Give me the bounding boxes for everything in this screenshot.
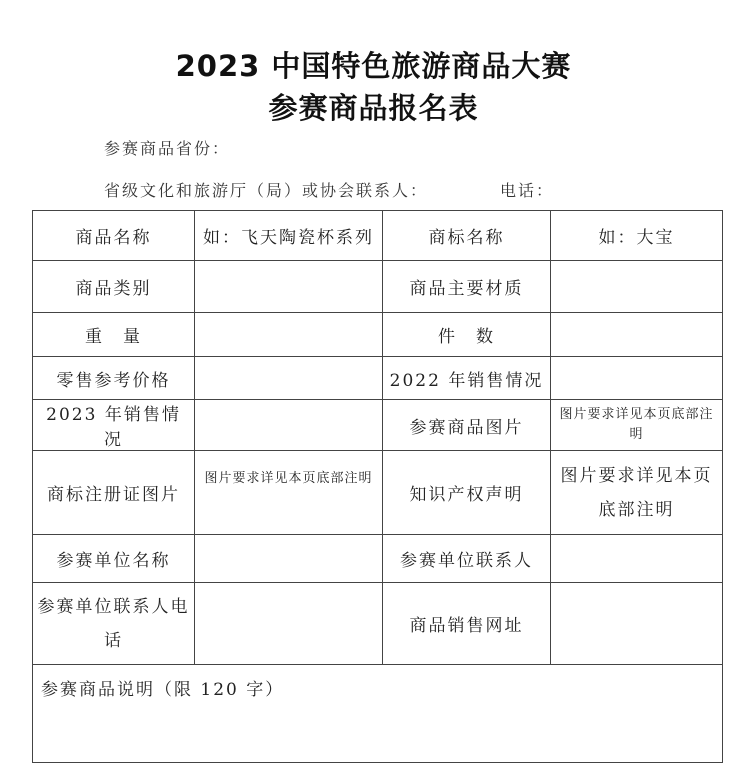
province-label: 参赛商品省份： (104, 139, 231, 158)
retail-price-label: 零售参考价格 (33, 357, 195, 400)
trademark-certificate-label: 商标注册证图片 (33, 451, 195, 535)
product-name-label: 商品名称 (33, 211, 195, 261)
main-material-value[interactable] (551, 261, 723, 313)
ip-statement-label: 知识产权声明 (383, 451, 551, 535)
phone-label: 电话： (500, 181, 555, 200)
product-image-note: 图片要求详见本页底部注明 (551, 400, 723, 451)
table-row (33, 357, 723, 400)
sales-2023-label: 2023 年销售情况 (33, 400, 195, 451)
sales-2023-value[interactable] (195, 400, 383, 451)
trademark-certificate-note: 图片要求详见本页底部注明 (195, 451, 383, 535)
trademark-name-label: 商标名称 (383, 211, 551, 261)
sales-url-label: 商品销售网址 (383, 583, 551, 665)
weight-value[interactable] (195, 313, 383, 357)
table-row (33, 583, 723, 665)
entrant-contact-label: 参赛单位联系人 (383, 535, 551, 583)
sales-2022-label: 2022 年销售情况 (383, 357, 551, 400)
registration-table (32, 210, 723, 763)
product-category-label: 商品类别 (33, 261, 195, 313)
table-row (33, 261, 723, 313)
table-row (33, 665, 723, 763)
page-title: 2023 中国特色旅游商品大赛 (175, 49, 572, 83)
weight-label: 重 量 (33, 313, 195, 357)
product-name-value[interactable]: 如：飞天陶瓷杯系列 (195, 211, 383, 261)
entrant-contact-phone-value[interactable] (195, 583, 383, 665)
retail-price-value[interactable] (195, 357, 383, 400)
table-row (33, 535, 723, 583)
sales-url-value[interactable] (551, 583, 723, 665)
entrant-unit-label: 参赛单位名称 (33, 535, 195, 583)
sales-2022-value[interactable] (551, 357, 723, 400)
quantity-value[interactable] (551, 313, 723, 357)
table-row (33, 451, 723, 535)
product-category-value[interactable] (195, 261, 383, 313)
product-description-field[interactable] (33, 665, 723, 763)
entrant-contact-phone-label: 参赛单位联系人电话 (33, 583, 195, 665)
product-description-label: 参赛商品说明（限 120 字） (41, 680, 285, 700)
quantity-label: 件 数 (383, 313, 551, 357)
main-material-label: 商品主要材质 (383, 261, 551, 313)
table-row (33, 211, 723, 261)
entrant-unit-value[interactable] (195, 535, 383, 583)
table-row (33, 313, 723, 357)
product-image-label: 参赛商品图片 (383, 400, 551, 451)
entrant-contact-value[interactable] (551, 535, 723, 583)
page-subtitle: 参赛商品报名表 (268, 91, 479, 125)
contact-label: 省级文化和旅游厅（局）或协会联系人： (104, 181, 429, 200)
table-row (33, 400, 723, 451)
ip-statement-note: 图片要求详见本页底部注明 (551, 451, 723, 535)
trademark-name-value[interactable]: 如：大宝 (551, 211, 723, 261)
